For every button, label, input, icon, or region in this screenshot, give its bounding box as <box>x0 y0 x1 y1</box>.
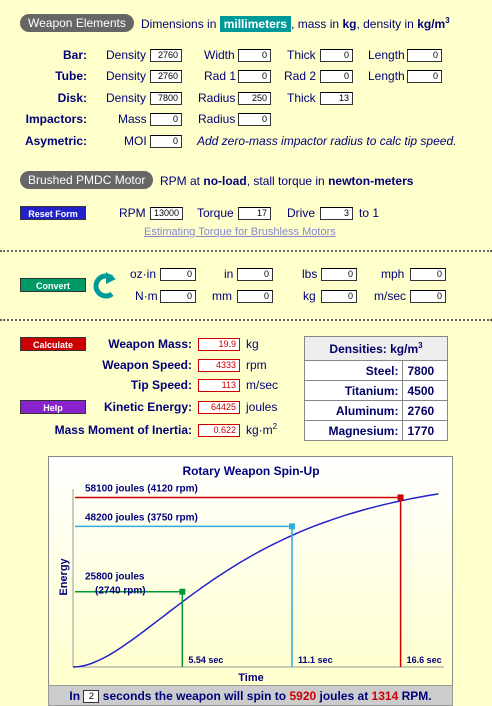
disk-density-input[interactable]: 7800 <box>150 92 182 105</box>
motor-rpm-prefix: RPM at <box>160 174 201 188</box>
impactors-mass-label: Mass <box>118 112 147 126</box>
disk-thick-label: Thick <box>287 91 316 105</box>
mm-input[interactable]: 0 <box>237 290 273 303</box>
divider-2 <box>0 319 492 321</box>
marker-time-label: 16.6 sec <box>406 655 442 665</box>
tip-speed-output: 113 <box>198 379 240 392</box>
tube-label: Tube: <box>55 69 87 83</box>
density-name: Titanium: <box>305 381 403 401</box>
tube-rad1-label: Rad 1 <box>204 69 237 83</box>
dimensions-note <box>141 16 450 31</box>
bar-density-input[interactable]: 2760 <box>150 49 182 62</box>
weapon-mass-output: 19.9 <box>198 338 240 351</box>
density-name: Steel: <box>305 361 403 381</box>
density-unit-text: kg/m <box>417 17 446 31</box>
motor-note <box>160 174 413 188</box>
divider-1 <box>0 250 492 252</box>
in-label: in <box>224 267 234 281</box>
disk-radius-input[interactable]: 250 <box>238 92 271 105</box>
summary-rpm: 1314 <box>371 689 399 703</box>
brushless-torque-link[interactable]: Estimating Torque for Brushless Motors <box>144 226 336 238</box>
moi-unit-text: kg·m <box>246 423 273 437</box>
ozin-label: oz·in <box>130 267 157 281</box>
disk-label: Disk: <box>57 91 87 105</box>
drive-suffix: to 1 <box>359 206 380 220</box>
bar-length-input[interactable]: 0 <box>407 49 442 62</box>
dims-prefix: Dimensions in <box>141 17 217 31</box>
ms-label: m/sec <box>374 289 407 303</box>
density-value: 7800 <box>403 361 448 381</box>
marker-time-label: 11.1 sec <box>298 655 333 665</box>
weapon-mass-unit: kg <box>246 337 259 351</box>
weapon-elements-title: Weapon Elements <box>20 14 134 32</box>
mm-label: mm <box>212 289 232 303</box>
marker-rpm-label: (2740 rpm) <box>95 585 146 597</box>
motor-stall-unit: newton-meters <box>328 174 414 188</box>
densities-title-text: Densities: kg/m <box>329 342 419 356</box>
density-name: Magnesium: <box>305 421 403 441</box>
density-value: 2760 <box>403 401 448 421</box>
summary-joules: 5920 <box>289 689 317 703</box>
calculate-button[interactable]: Calculate <box>20 337 86 351</box>
density-name: Aluminum: <box>305 401 403 421</box>
spinup-chart <box>48 456 453 688</box>
asymetric-moi-input[interactable]: 0 <box>150 135 182 148</box>
tube-rad2-label: Rad 2 <box>284 69 317 83</box>
impactors-label: Impactors: <box>25 112 87 126</box>
bar-thick-label: Thick <box>287 48 316 62</box>
kg-label: kg <box>303 289 316 303</box>
rpm-input[interactable]: 13000 <box>150 207 183 220</box>
bar-label: Bar: <box>62 48 87 62</box>
mph-label: mph <box>381 267 405 281</box>
mass-prefix: , mass in <box>291 17 340 31</box>
disk-radius-label: Radius <box>198 91 236 105</box>
spinup-summary <box>48 685 453 706</box>
density-unit <box>417 17 449 31</box>
tip-speed-label: Tip Speed: <box>130 378 192 392</box>
density-value: 1770 <box>403 421 448 441</box>
moi-result-unit <box>246 422 277 437</box>
bar-length-label: Length <box>368 48 405 62</box>
chart-ylabel: Energy <box>58 558 70 596</box>
convert-button[interactable]: Convert <box>20 278 86 292</box>
help-button[interactable]: Help <box>20 400 86 414</box>
ozin-input[interactable]: 0 <box>160 268 196 281</box>
marker-point <box>289 523 295 529</box>
motor-noload: no-load <box>203 174 247 188</box>
tip-speed-unit: m/sec <box>246 378 279 392</box>
weapon-speed-label: Weapon Speed: <box>102 358 192 372</box>
tube-rad1-input[interactable]: 0 <box>238 70 271 83</box>
convert-arrow-icon[interactable] <box>92 271 118 301</box>
moi-result-output: 0.622 <box>198 424 240 437</box>
summary-mid: seconds the weapon will spin to <box>102 689 287 703</box>
drive-input[interactable]: 3 <box>320 207 353 220</box>
torque-input[interactable]: 17 <box>238 207 271 220</box>
asymetric-label: Asymetric: <box>24 134 87 148</box>
density-row <box>305 401 448 421</box>
tube-rad2-input[interactable]: 0 <box>320 70 353 83</box>
impactors-mass-input[interactable]: 0 <box>150 113 182 126</box>
bar-thick-input[interactable]: 0 <box>320 49 353 62</box>
density-prefix: , density in <box>356 17 414 31</box>
densities-title-exp: 3 <box>418 341 423 350</box>
densities-title <box>305 337 448 361</box>
tube-length-input[interactable]: 0 <box>407 70 442 83</box>
tube-length-label: Length <box>368 69 405 83</box>
kinetic-energy-output: 64425 <box>198 401 240 414</box>
rpm-label: RPM <box>119 206 146 220</box>
density-value: 4500 <box>403 381 448 401</box>
marker-point <box>179 589 185 595</box>
densities-table <box>304 336 448 441</box>
reset-form-button[interactable]: Reset Form <box>20 206 86 220</box>
marker-energy-label: 58100 joules (4120 rpm) <box>85 483 198 495</box>
kg-input[interactable]: 0 <box>321 290 357 303</box>
summary-suffix: RPM. <box>401 689 432 703</box>
impactors-radius-label: Radius <box>198 112 236 126</box>
kinetic-energy-unit: joules <box>246 400 278 414</box>
tube-density-label: Density <box>106 69 147 83</box>
chart-xlabel: Time <box>238 672 264 684</box>
density-row <box>305 421 448 441</box>
moi-unit-exp: 2 <box>272 422 278 431</box>
dims-unit: millimeters <box>220 16 291 32</box>
marker-point <box>398 494 404 500</box>
torque-label: Torque <box>197 206 234 220</box>
moi-result-label: Mass Moment of Inertia: <box>54 423 192 437</box>
asymetric-moi-label: MOI <box>124 134 147 148</box>
bar-density-label: Density <box>106 48 147 62</box>
motor-stall-prefix: , stall torque in <box>246 174 325 188</box>
weapon-speed-unit: rpm <box>246 358 267 372</box>
bar-width-input[interactable]: 0 <box>238 49 271 62</box>
mass-unit: kg <box>342 17 357 31</box>
marker-energy-label: 48200 joules (3750 rpm) <box>85 512 198 524</box>
motor-title: Brushed PMDC Motor <box>20 171 153 189</box>
kinetic-energy-label: Kinetic Energy: <box>103 400 192 414</box>
asymetric-note: Add zero-mass impactor radius to calc tip speed. <box>197 134 457 148</box>
density-row <box>305 381 448 401</box>
summary-seconds-input[interactable]: 2 <box>83 690 99 703</box>
lbs-label: lbs <box>302 267 318 281</box>
impactors-radius-input[interactable]: 0 <box>238 113 271 126</box>
marker-time-label: 5.54 sec <box>188 655 224 665</box>
nm-input[interactable]: 0 <box>160 290 196 303</box>
tube-density-input[interactable]: 2760 <box>150 70 182 83</box>
lbs-input[interactable]: 0 <box>321 268 357 281</box>
disk-density-label: Density <box>106 91 147 105</box>
summary-mid2: joules at <box>319 689 369 703</box>
density-row <box>305 361 448 381</box>
summary-prefix: In <box>69 689 81 703</box>
drive-label: Drive <box>287 206 316 220</box>
bar-width-label: Width <box>204 48 235 62</box>
in-input[interactable]: 0 <box>237 268 273 281</box>
ms-input[interactable]: 0 <box>410 290 446 303</box>
density-unit-exp: 3 <box>445 16 450 25</box>
weapon-speed-output: 4333 <box>198 359 240 372</box>
disk-thick-input[interactable]: 13 <box>320 92 353 105</box>
mph-input[interactable]: 0 <box>410 268 446 281</box>
marker-energy-label: 25800 joules <box>85 571 145 583</box>
chart-title: Rotary Weapon Spin-Up <box>182 464 320 478</box>
weapon-mass-label: Weapon Mass: <box>108 337 192 351</box>
spinup-chart-svg <box>49 457 452 687</box>
nm-label: N·m <box>135 289 158 303</box>
